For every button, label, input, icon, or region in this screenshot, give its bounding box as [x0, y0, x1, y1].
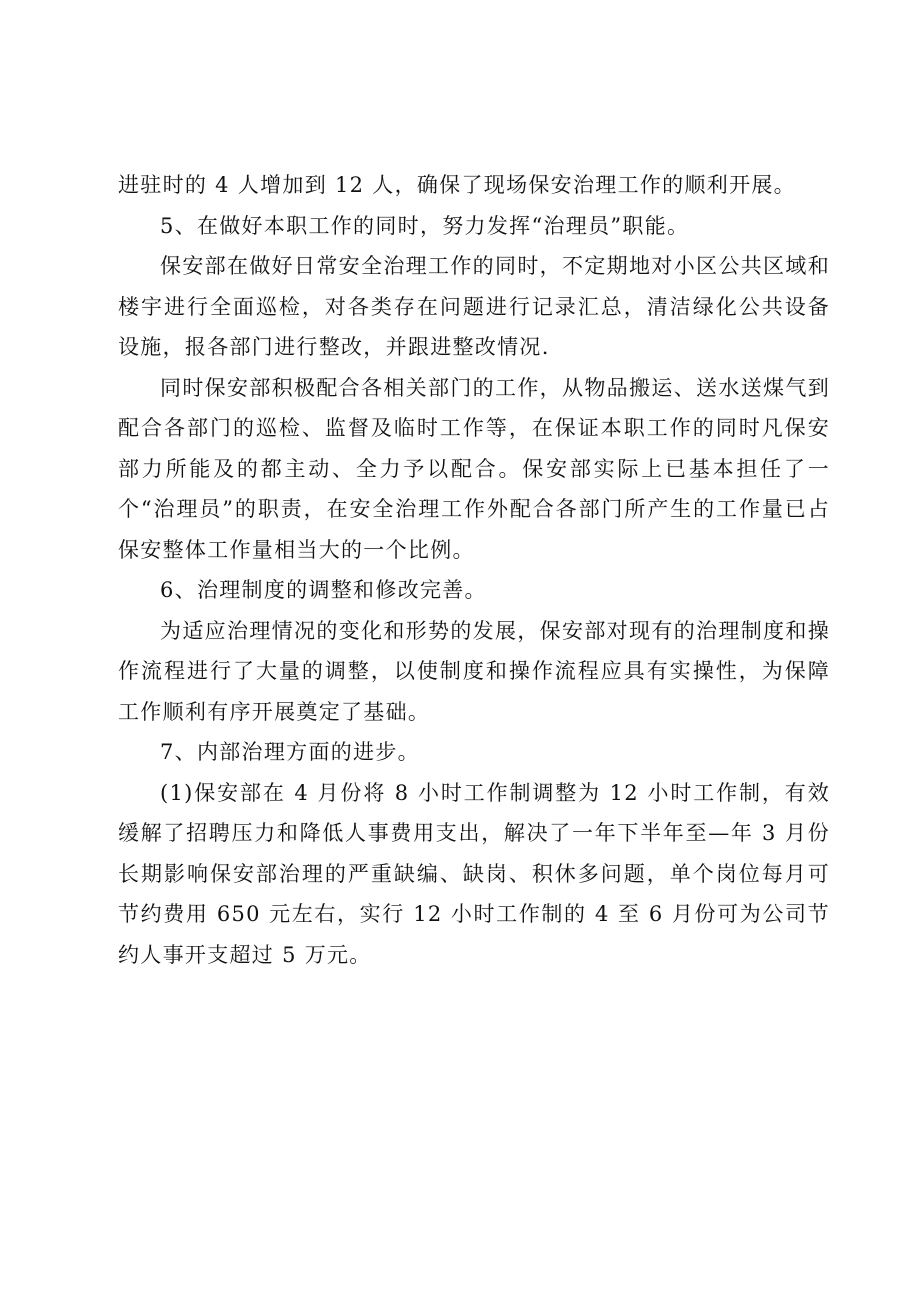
paragraph-work-schedule: (1)保安部在 4 月份将 8 小时工作制调整为 12 小时工作制，有效缓解了招聘压力和降低人事费用支出，解决了一年下半年至—年 3 月份长期影响保安部治理的严重缺编、缺岗、积休多问题，单个岗位每月可节约费用 650 元左右，实行 12 小时工作制的 4 至 6 月份可为公司节约人事开支超过 5 万元。: [118, 780, 830, 967]
paragraph-inspection: 保安部在做好日常安全治理工作的同时，不定期地对小区公共区域和楼宇进行全面巡检，对各类存在问题进行记录汇总，清洁绿化公共设备设施，报各部门进行整改，并跟进整改情况.: [118, 254, 830, 359]
section-heading-6: 6、治理制度的调整和修改完善。: [160, 578, 487, 602]
paragraph-system-adjustment: 为适应治理情况的变化和形势的发展，保安部对现有的治理制度和操作流程进行了大量的调整，以使制度和操作流程应具有实操性，为保障工作顺利有序开展奠定了基础。: [118, 618, 830, 724]
section-heading-5: 5、在做好本职工作的同时，努力发挥“治理员”职能。: [160, 213, 690, 238]
paragraph-cooperation: 同时保安部积极配合各相关部门的工作，从物品搬运、送水送煤气到配合各部门的巡检、监督及临时工作等，在保证本职工作的同时凡保安部力所能及的都主动、全力予以配合。保安部实际上已基本担任了一个“治理员”的职责，在安全治理工作外配合各部门所产生的工作量已占保安整体工作量相当大的一个比例。: [118, 375, 830, 562]
section-heading-7: 7、内部治理方面的进步。: [160, 740, 420, 764]
paragraph-continued: 进驻时的 4 人增加到 12 人，确保了现场保安治理工作的顺利开展。: [118, 173, 796, 197]
document-body: [118, 165, 830, 975]
